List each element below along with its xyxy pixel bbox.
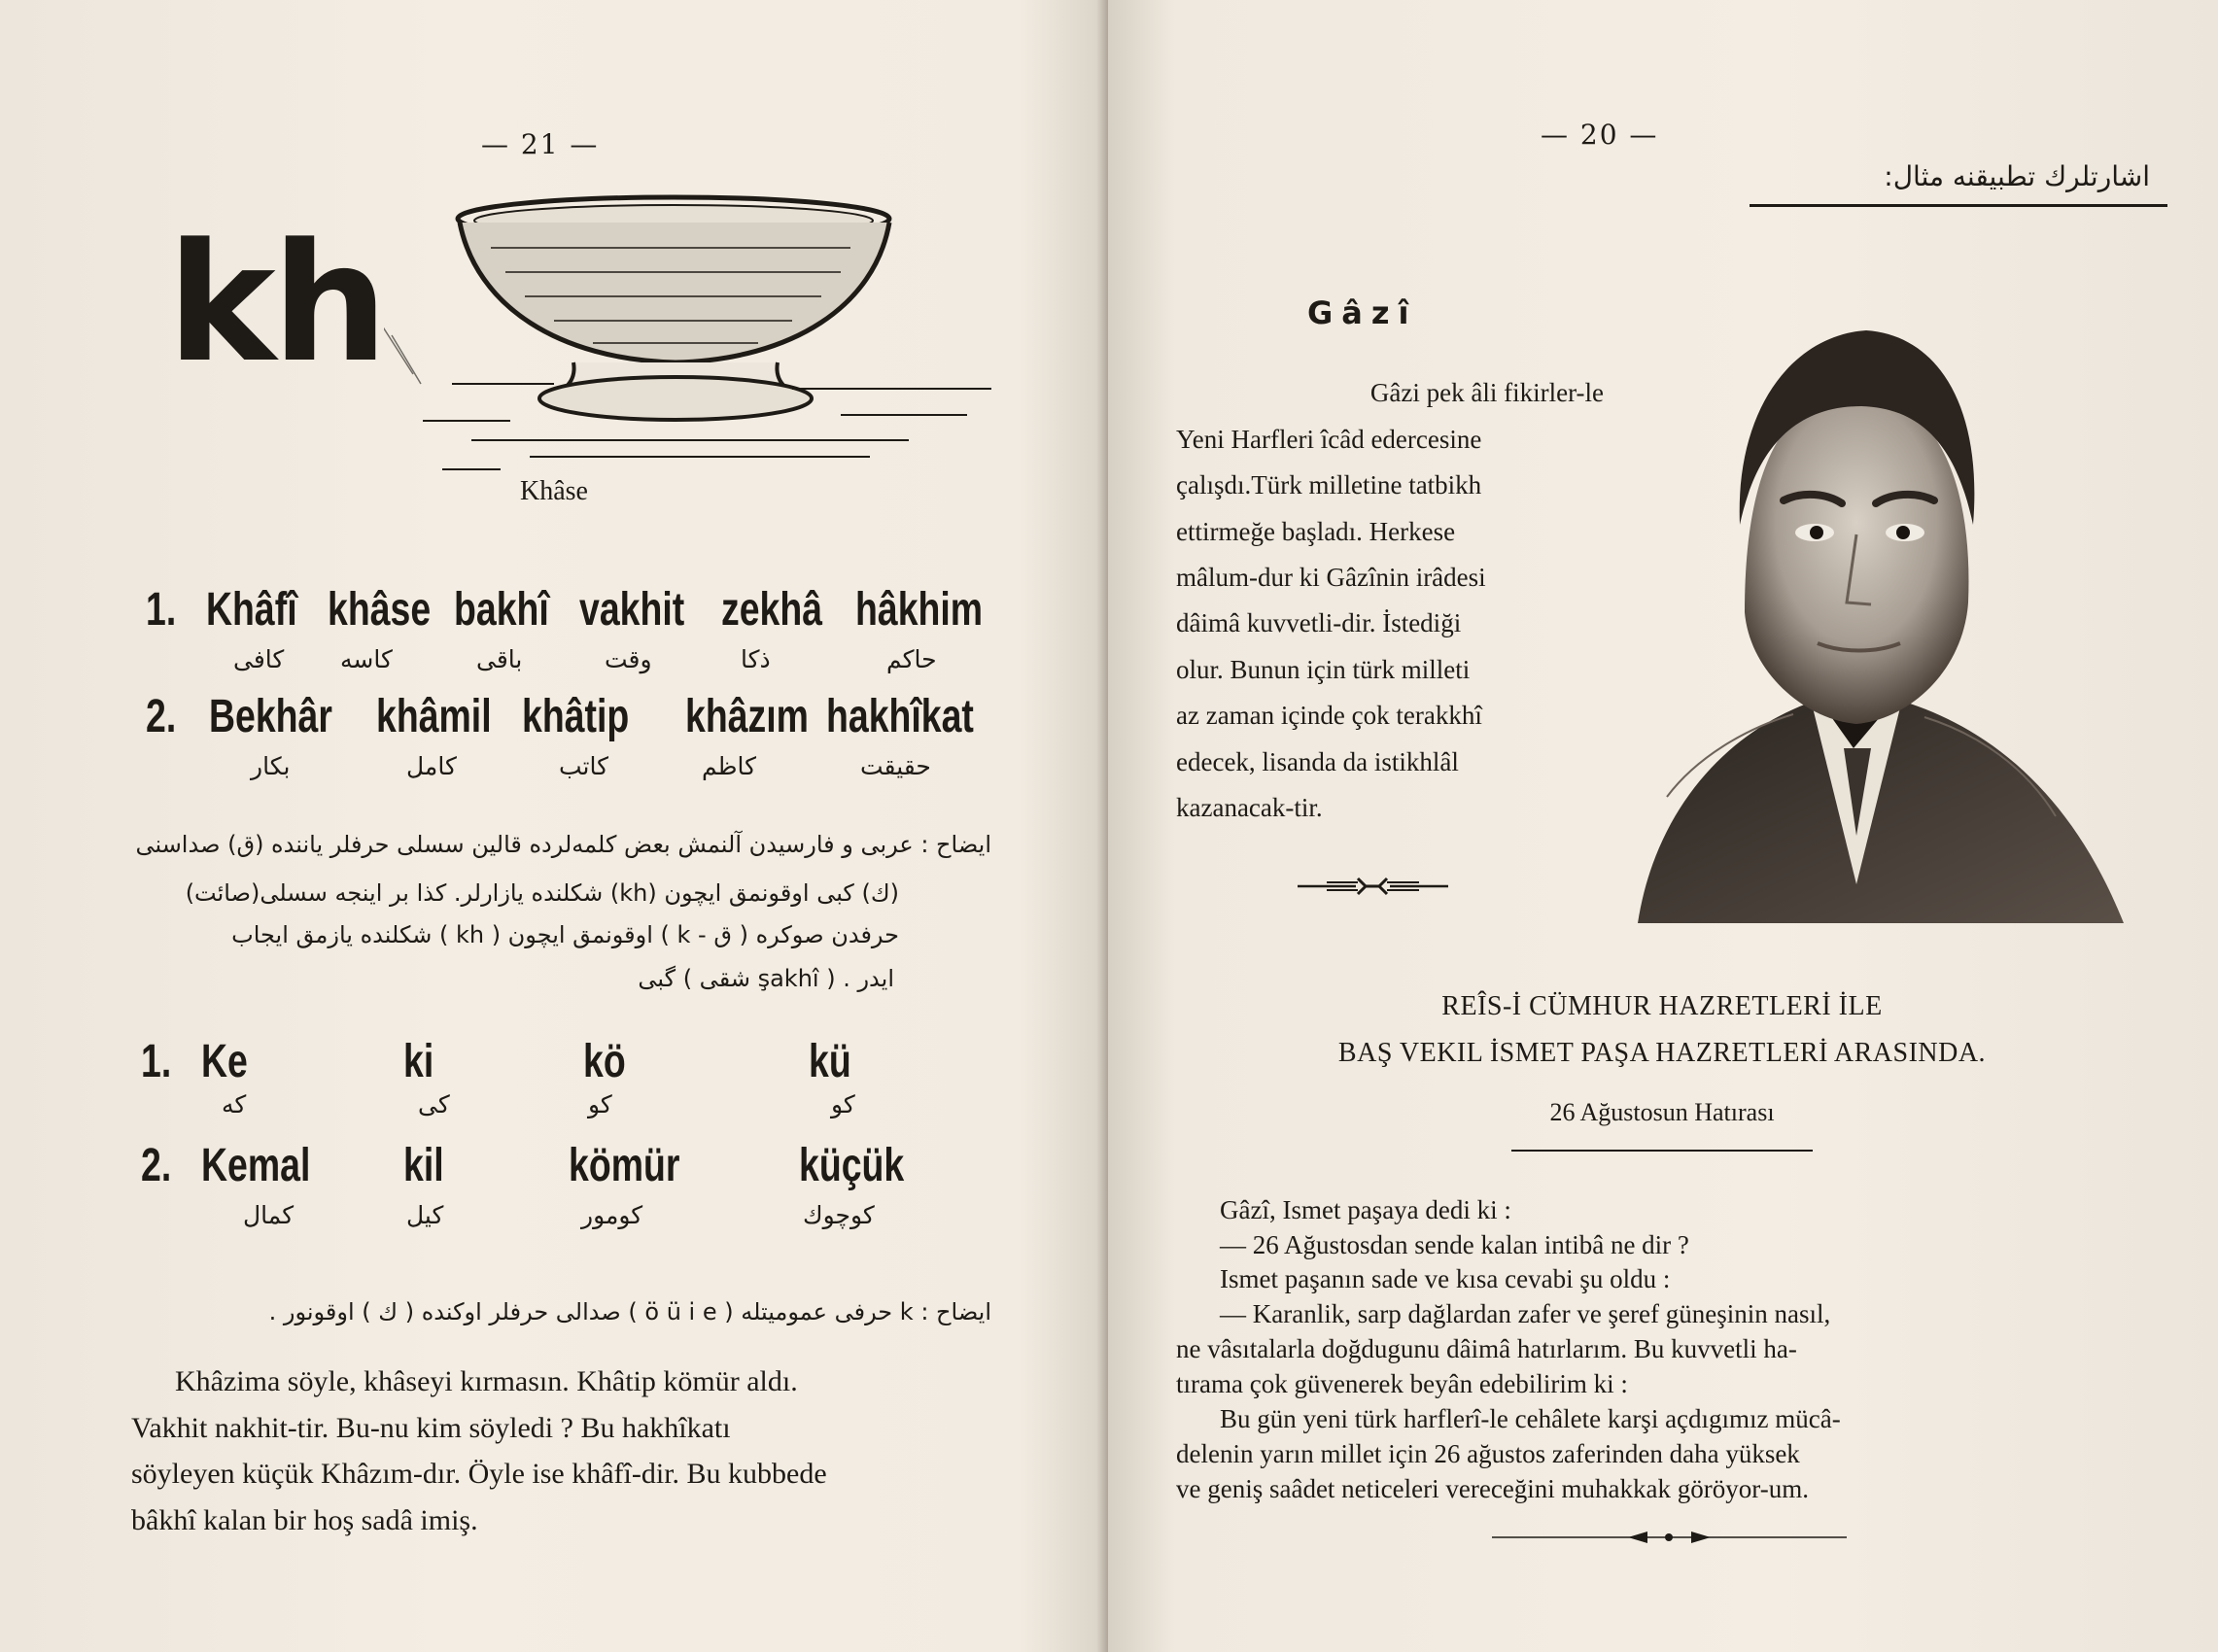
arabic-word: كه (222, 1090, 247, 1119)
word: kü (809, 1036, 851, 1087)
dialogue-line: — Karanlik, sarp dağlardan zafer ve şeref güneşinin nasıl, (1220, 1299, 1831, 1328)
page-number-21: — 21 — (481, 128, 600, 160)
intro-line: dâimâ kuvvetli-dir. İstediği (1176, 608, 1462, 637)
arabic-word: بكار (251, 752, 291, 780)
arabic-word: كو (831, 1090, 855, 1119)
intro-line: olur. Bunun için türk milleti (1176, 655, 1471, 684)
word: ki (403, 1036, 434, 1087)
paragraph-line: bâkhî kalan bir hoş sadâ imiş. (131, 1504, 478, 1536)
arabic-word: كاتب (559, 752, 609, 780)
word: hâkhim (855, 584, 984, 636)
word: zekhâ (721, 584, 823, 636)
right-page (1108, 0, 2218, 1652)
arabic-word: ذكا (741, 645, 771, 673)
intro-line: mâlum-dur ki Gâzînin irâdesi (1176, 563, 1486, 592)
header-arabic: اشارتلرك تطبيقنه مثال: (1884, 160, 2150, 192)
arabic-word: حقيقت (860, 752, 931, 780)
dialogue-line: tırama çok güvenerek beyân edebilirim ki : (1176, 1369, 1628, 1398)
word: kömür (569, 1140, 680, 1191)
row-number: 1. (141, 1036, 172, 1087)
note-line: ايضاح : عربى و فارسيدن آلنمش بعض كلمه‌لرده قالين سسلى حرفلر يانندە (ق) صداسنى (135, 831, 991, 858)
arabic-word: كاظم (702, 752, 757, 780)
subheading-rule (1511, 1150, 1813, 1152)
arabic-word: حاكم (886, 645, 937, 673)
word: Bekhâr (209, 691, 332, 742)
word: khâmil (376, 691, 492, 742)
arabic-word: كاسه (340, 645, 393, 673)
portrait-photo (1599, 292, 2138, 923)
arabic-word: كو (588, 1090, 612, 1119)
arabic-word: كمال (243, 1201, 295, 1229)
arabic-word: كافى (233, 645, 285, 673)
ornament-divider (1492, 1528, 1847, 1547)
illustration-caption: Khâse (520, 476, 588, 506)
word: küçük (799, 1140, 905, 1191)
arabic-word: كيل (406, 1201, 444, 1229)
page-number-20: — 20 — (1541, 119, 1659, 151)
subheading: 26 Ağustosun Hatırası (1549, 1098, 1775, 1126)
arabic-word: كوچوك (803, 1201, 875, 1229)
dialogue-line: Bu gün yeni türk harflerî-le cehâlete karşi açdıgımız mücâ- (1220, 1404, 1841, 1433)
word: kö (583, 1036, 626, 1087)
intro-line: kazanacak-tir. (1176, 793, 1323, 822)
note-line: ايدر . ( şakhî شقى ) گبى (638, 965, 894, 992)
paragraph-line: Vakhit nakhit-tir. Bu-nu kim söyledi ? Bu hakhîkatı (131, 1412, 731, 1444)
arabic-word: كامل (406, 752, 457, 780)
note-line: ايضاح : k حرفى عموميتله ( ö ü i e ) صدالى حرفلر اوكنده ( ك ) اوقونور . (268, 1298, 991, 1325)
word: Ke (201, 1036, 248, 1087)
word: kil (403, 1140, 444, 1191)
dialogue-line: ve geniş saâdet neticeleri vereceğini muhakkak göröyor-um. (1176, 1474, 1809, 1503)
big-letters: kh (167, 208, 385, 398)
note-line: (ك) كبى اوقونمق ايچون (kh) شكلنده يازارلر. كذا بر اينجه سسلى(صائت) (185, 879, 899, 907)
intro-line: Gâzi pek âli fikirler-le (1369, 378, 1604, 407)
word: khâzım (685, 691, 809, 742)
word: hakhîkat (826, 691, 974, 742)
row-number: 2. (146, 691, 177, 742)
paragraph-line: Khâzima söyle, khâseyi kırmasın. Khâtip kömür aldı. (175, 1365, 798, 1397)
dialogue-line: — 26 Ağustosdan sende kalan intibâ ne dir ? (1220, 1230, 1689, 1259)
intro-line: çalışdı.Türk milletine tatbikh (1176, 470, 1482, 499)
word: khâse (328, 584, 432, 636)
note-line: حرفدن صوكره ( ق - k ) اوقونمق ايچون ( kh ) شكلنده يازمق ايجاب (231, 921, 899, 948)
arabic-word: كومور (581, 1201, 643, 1229)
dialogue-line: ne vâsıtalarla doğdugunu dâimâ hatırlarım. Bu kuvvetli ha- (1176, 1334, 1797, 1363)
word: Kemal (201, 1140, 311, 1191)
word: khâtip (522, 691, 630, 742)
dialogue-line: Ismet paşanın sade ve kısa cevabi şu oldu : (1220, 1264, 1671, 1293)
section-title: Gâzî (1307, 294, 1418, 331)
paragraph-line: söyleyen küçük Khâzım-dır. Öyle ise khâfî-dir. Bu kubbede (131, 1458, 827, 1490)
left-page (0, 0, 1108, 1652)
arabic-word: كى (418, 1090, 450, 1119)
header-rule (1750, 204, 2167, 207)
ornament-divider (1298, 875, 1448, 898)
intro-line: ettirmeğe başladı. Herkese (1176, 517, 1456, 546)
arabic-word: وقت (605, 645, 652, 673)
heading-line: BAŞ VEKIL İSMET PAŞA HAZRETLERİ ARASINDA. (1337, 1038, 1987, 1068)
dialogue-line: Gâzî, Ismet paşaya dedi ki : (1220, 1195, 1511, 1224)
intro-line: Yeni Harfleri îcâd edercesine (1176, 425, 1482, 454)
dialogue-line: delenin yarın millet için 26 ağustos zaferinden daha yüksek (1176, 1439, 1800, 1468)
word: Khâfî (206, 584, 297, 636)
row-number: 2. (141, 1140, 172, 1191)
intro-line: edecek, lisanda da istikhlâl (1176, 747, 1459, 776)
heading-line: REÎS-İ CÜMHUR HAZRETLERİ İLE (1441, 991, 1883, 1021)
intro-line: az zaman içinde çok terakkhî (1176, 701, 1482, 730)
bowl-illustration (384, 189, 996, 471)
row-number: 1. (146, 584, 177, 636)
word: vakhit (579, 584, 685, 636)
word: bakhî (454, 584, 549, 636)
arabic-word: باقى (476, 645, 523, 673)
